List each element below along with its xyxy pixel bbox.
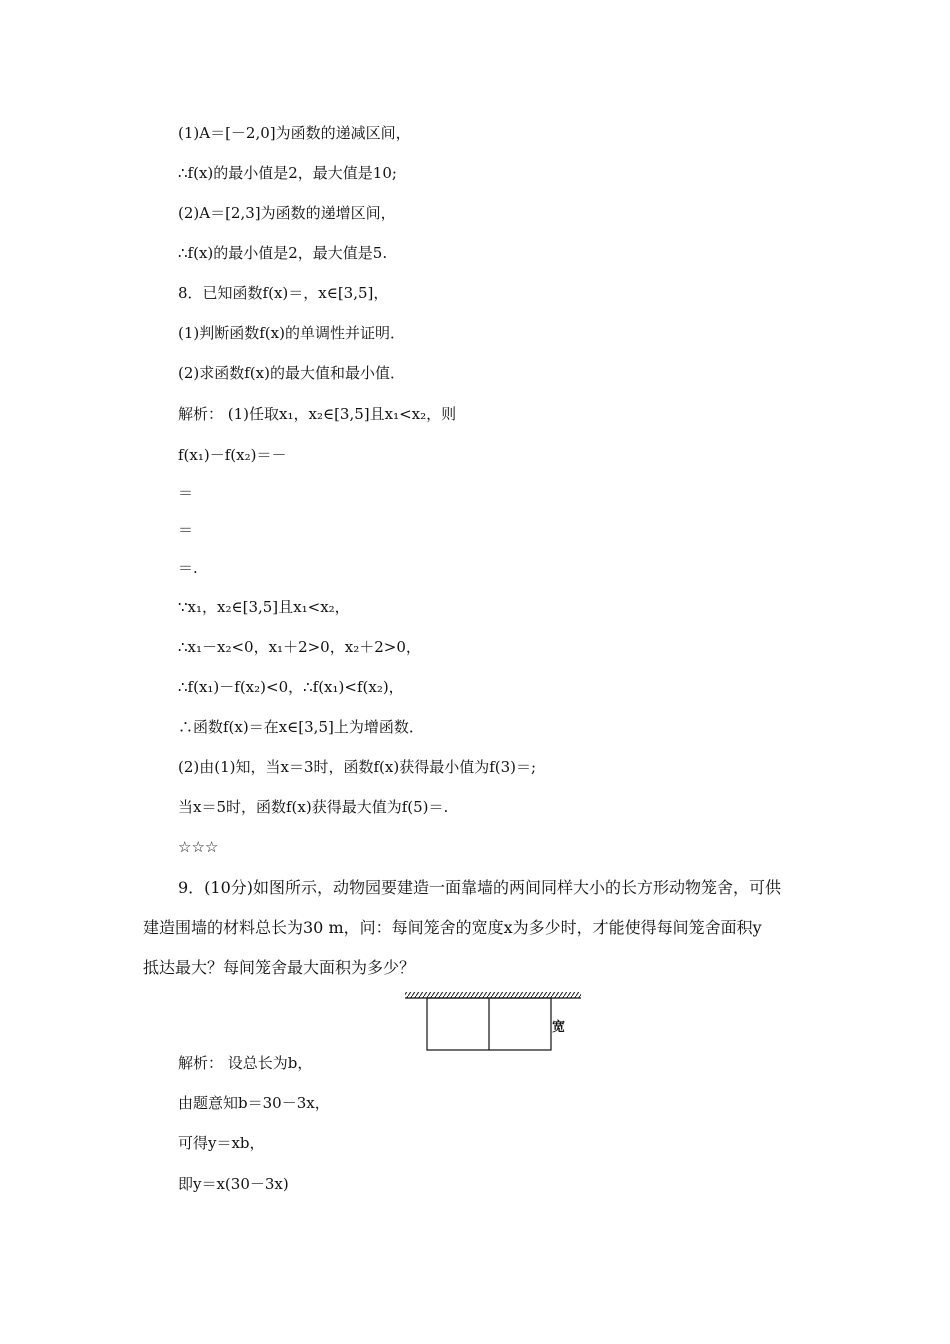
text-line: ∴f(x₁)－f(x₂)<0，∴f(x₁)<f(x₂)，	[178, 678, 404, 696]
problem-9-statement: 9．(10分)如图所示，动物园要建造一面靠墙的两间同样大小的长方形动物笼舍，可供	[178, 878, 782, 897]
text-line: (2)A＝[2,3]为函数的递增区间，	[178, 204, 396, 222]
text-line: (2)由(1)知，当x＝3时，函数f(x)获得最小值为f(3)＝;	[178, 758, 537, 776]
text-line: ∴f(x)的最小值是2，最大值是10;	[178, 164, 397, 182]
text-line: 建造围墙的材料总长为30 m，问：每间笼舍的宽度x为多少时，才能使得每间笼舍面积y	[143, 918, 762, 937]
text-line: (1)判断函数f(x)的单调性并证明．	[178, 324, 405, 342]
text-line: (1)A＝[－2,0]为函数的递减区间，	[178, 124, 411, 142]
width-label: 宽	[552, 1020, 566, 1035]
text-line: ∴函数f(x)＝在x∈[3,5]上为增函数．	[178, 718, 424, 736]
text-line: ＝	[178, 521, 194, 539]
problem-8-statement: 8．已知函数f(x)＝，x∈[3,5]，	[178, 284, 389, 302]
solution-heading: 解析： 设总长为b，	[178, 1054, 313, 1072]
text-line: ∵x₁，x₂∈[3,5]且x₁<x₂，	[178, 598, 350, 616]
text-line: 由题意知b＝30－3x，	[178, 1094, 330, 1112]
section-separator: ☆☆☆	[178, 838, 219, 856]
text-line: ＝.	[178, 559, 198, 577]
solution-heading: 解析： (1)任取x₁，x₂∈[3,5]且x₁<x₂，则	[178, 405, 457, 423]
wall-hatch	[405, 992, 581, 998]
text-line: ∴f(x)的最小值是2，最大值是5.	[178, 244, 388, 262]
text-line: 抵达最大？每间笼舍最大面积为多少？	[143, 958, 416, 977]
text-line: f(x₁)－f(x₂)＝－	[178, 446, 287, 464]
text-line: 当x＝5时，函数f(x)获得最大值为f(5)＝.	[178, 798, 449, 816]
text-line: ∴x₁－x₂<0，x₁＋2>0，x₂＋2>0，	[178, 638, 421, 656]
text-line: 可得y＝xb，	[178, 1134, 265, 1152]
text-line: ＝	[178, 484, 194, 502]
text-line: (2)求函数f(x)的最大值和最小值．	[178, 364, 405, 382]
text-line: 即y＝x(30－3x)	[178, 1175, 289, 1193]
